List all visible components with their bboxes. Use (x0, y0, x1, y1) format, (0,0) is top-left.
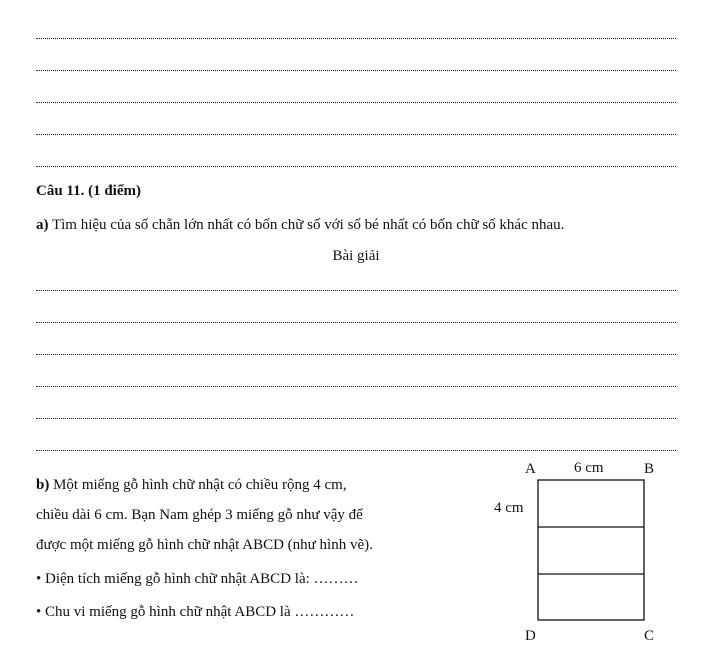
answer-line (36, 122, 676, 135)
vertex-b-label: B (644, 461, 655, 477)
part-b-label: b) (36, 477, 50, 493)
solution-heading: Bài giải (332, 248, 380, 264)
answer-line (36, 342, 676, 355)
top-length-label: 6 cm (574, 460, 604, 476)
part-a-label: a) (36, 217, 49, 233)
answer-line (36, 374, 676, 387)
area-question: • Diện tích miếng gỗ hình chữ nhật ABCD là: ……… (36, 571, 359, 587)
part-b-line3: được một miếng gỗ hình chữ nhật ABCD (như hình vẽ). (36, 537, 373, 553)
vertex-c-label: C (644, 628, 655, 644)
part-b-line1 (36, 476, 347, 494)
part-a-body: Tìm hiệu của số chẵn lớn nhất có bốn chữ số với số bé nhất có bốn chữ số khác nhau. (48, 217, 565, 233)
rectangle-figure (480, 455, 680, 650)
rectangle-abcd (538, 480, 644, 620)
vertex-a-label: A (525, 461, 536, 477)
part-b-body: Một miếng gỗ hình chữ nhật có chiều rộng 4 cm, (49, 477, 347, 493)
rectangle-diagram (480, 455, 680, 650)
answer-line (36, 58, 676, 71)
side-length-label: 4 cm (494, 500, 524, 516)
answer-line (36, 438, 676, 451)
answer-line (36, 154, 676, 167)
perimeter-question: • Chu vi miếng gỗ hình chữ nhật ABCD là ………… (36, 604, 355, 620)
answer-line (36, 90, 676, 103)
answer-line (36, 406, 676, 419)
question-title: Câu 11. (1 điểm) (36, 183, 141, 199)
answer-line (36, 26, 676, 39)
vertex-d-label: D (525, 628, 536, 644)
part-b-line2: chiều dài 6 cm. Bạn Nam ghép 3 miếng gỗ như vậy để (36, 507, 363, 523)
answer-line (36, 278, 676, 291)
answer-line (36, 310, 676, 323)
part-a-text (36, 216, 564, 234)
